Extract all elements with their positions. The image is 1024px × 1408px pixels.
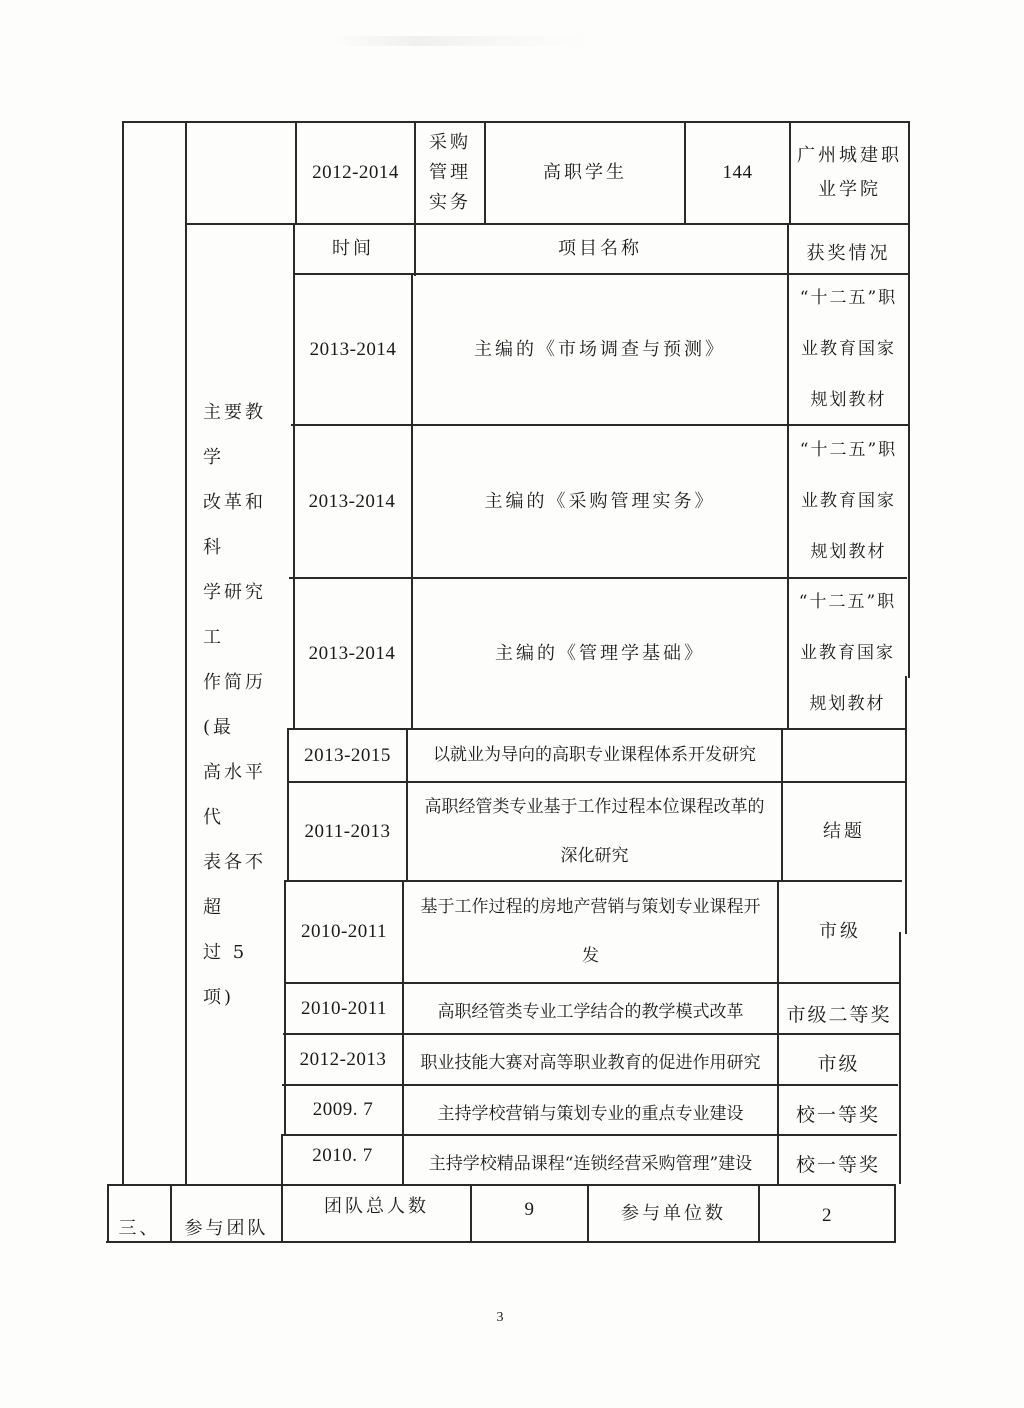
- row-1-time: 2013-2014: [309, 338, 397, 360]
- row-6-time: 2010-2011: [300, 921, 388, 943]
- row-9-time: 2009. 7: [312, 1099, 374, 1121]
- top-row-count: 144: [722, 162, 753, 184]
- row-6-project: 基于工作过程的房地产营销与策划专业课程开 发: [420, 897, 761, 966]
- row-10-time: 2010. 7: [312, 1145, 373, 1167]
- row-3-time: 2013-2014: [308, 642, 396, 664]
- table-line: [122, 121, 124, 1184]
- row-5-time: 2011-2013: [304, 820, 391, 842]
- row-2-project: 主编的《采购管理实务》: [484, 490, 716, 512]
- row-4-time: 2013-2015: [304, 744, 391, 766]
- row-8-time: 2012-2013: [299, 1048, 387, 1070]
- row-6-award: 市级: [819, 921, 861, 943]
- row-4-project: 以就业为导向的高职专业课程体系开发研究: [433, 745, 756, 766]
- row-9-award: 校一等奖: [795, 1104, 880, 1126]
- team-units-label: 参与单位数: [621, 1202, 726, 1224]
- team-total-value: 9: [524, 1198, 535, 1220]
- table-line: [894, 1184, 896, 1243]
- row-10-award: 校一等奖: [795, 1154, 880, 1176]
- row-1-project: 主编的《市场调查与预测》: [474, 338, 726, 360]
- row-7-project: 高职经管类专业工学结合的教学模式改革: [437, 1002, 744, 1023]
- row-10-project: 主持学校精品课程“连锁经营采购管理”建设: [428, 1153, 753, 1174]
- row-8-award: 市级: [817, 1052, 860, 1075]
- row-3-project: 主编的《管理学基础》: [495, 642, 705, 664]
- row-8-project: 职业技能大赛对高等职业教育的促进作用研究: [420, 1053, 761, 1074]
- top-row-period: 2012-2014: [312, 162, 399, 184]
- team-row-index: 三、: [118, 1217, 161, 1239]
- team-units-value: 2: [822, 1204, 832, 1226]
- row-2-award: “十二五”职 业教育国家 规划教材: [799, 440, 898, 562]
- table-line: [908, 121, 910, 678]
- top-row-school: 广州城建职 业学院: [797, 145, 902, 200]
- top-row-audience: 高职学生: [543, 162, 627, 184]
- row-3-award: “十二五”职 业教育国家 规划教材: [798, 592, 897, 714]
- team-row-label: 参与团队: [184, 1217, 269, 1239]
- top-row-course: 采购 管理 实务: [429, 132, 471, 213]
- row-4-award: [783, 730, 905, 781]
- header-time: 时间: [332, 238, 374, 260]
- row-1-award: “十二五”职 业教育国家 规划教材: [799, 288, 898, 410]
- section-label: 主要教学 改革和科 学研究工 作简历(最 高水平代 表各不超 过 5 项): [203, 401, 266, 1008]
- page-number: 3: [496, 1310, 504, 1325]
- row-7-award: 市级二等奖: [786, 1003, 892, 1026]
- header-project: 项目名称: [558, 238, 642, 260]
- row-2-time: 2013-2014: [308, 490, 396, 512]
- row-5-award: 结题: [823, 820, 865, 842]
- header-award: 获奖情况: [806, 243, 891, 265]
- row-7-time: 2010-2011: [300, 997, 388, 1019]
- row-5-project: 高职经管类专业基于工作过程本位课程改革的 深化研究: [424, 796, 765, 866]
- team-total-label: 团队总人数: [324, 1195, 429, 1217]
- row-9-project: 主持学校营销与策划专业的重点专业建设: [437, 1103, 744, 1124]
